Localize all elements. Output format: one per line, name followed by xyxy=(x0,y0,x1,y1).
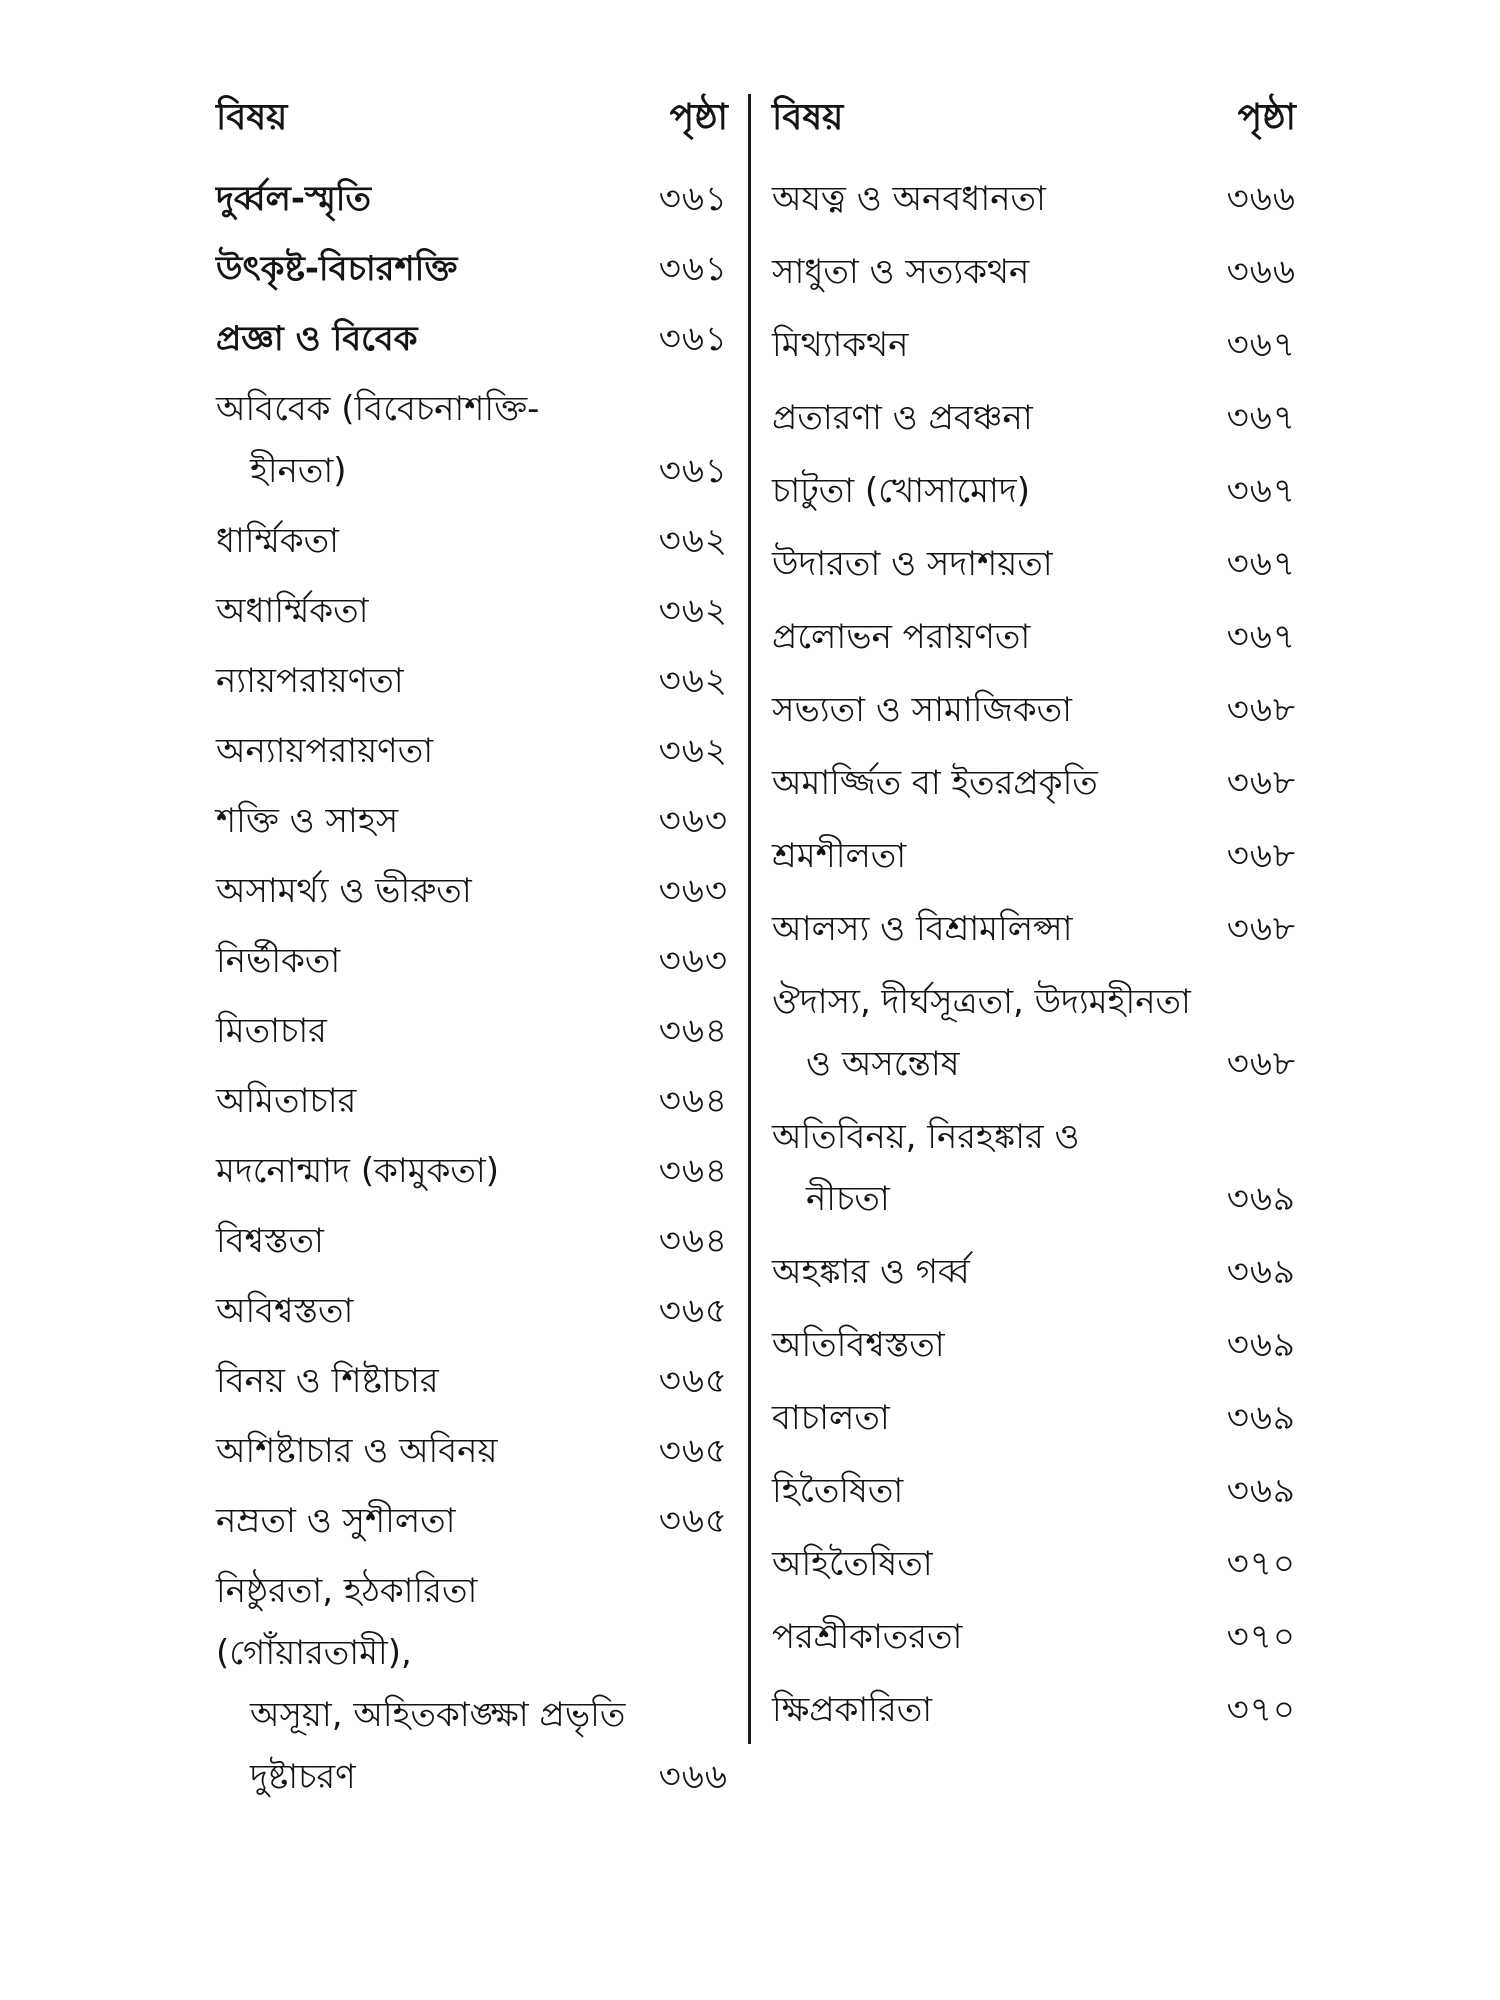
toc-entry-page: ৩৬২ xyxy=(658,591,728,631)
toc-entry-line: ন্যায়পরায়ণতা xyxy=(216,661,404,701)
toc-entry xyxy=(216,1210,728,1272)
left-entry-list xyxy=(216,168,728,1808)
column-divider xyxy=(748,94,751,1744)
toc-entry-topic xyxy=(216,720,433,782)
toc-entry-topic xyxy=(216,1420,498,1482)
toc-entry-line: দুর্ব্বল-স্মৃতি xyxy=(216,179,372,219)
toc-entry xyxy=(772,1241,1296,1303)
toc-entry-page: ৩৬৯ xyxy=(1226,1325,1296,1365)
toc-entry-topic xyxy=(216,168,371,230)
toc-entry xyxy=(772,1460,1296,1522)
toc-entry-page: ৩৭০ xyxy=(1226,1617,1296,1657)
toc-entry-page: ৩৬৮ xyxy=(1226,690,1296,730)
toc-entry xyxy=(772,1387,1296,1449)
toc-entry xyxy=(216,1000,728,1062)
toc-entry-page: ৩৬৪ xyxy=(658,1151,728,1191)
toc-entry-topic xyxy=(216,238,457,300)
toc-entry xyxy=(216,378,728,502)
toc-entry-page: ৩৬৩ xyxy=(658,941,728,981)
toc-entry-topic xyxy=(772,1241,970,1303)
toc-entry-line: সভ্যতা ও সামাজিকতা xyxy=(772,690,1073,730)
toc-entry-page: ৩৭০ xyxy=(1226,1544,1296,1584)
toc-entry-line: উৎকৃষ্ট-বিচারশক্তি xyxy=(216,249,458,289)
toc-entry-topic xyxy=(772,825,906,887)
toc-right-column xyxy=(772,88,1296,1752)
right-entry-list xyxy=(772,168,1296,1741)
toc-entry-page: ৩৬৬ xyxy=(1226,252,1296,292)
left-page-header: পৃষ্ঠা xyxy=(669,97,728,138)
toc-entry-page: ৩৬৭ xyxy=(1226,325,1296,365)
toc-entry-line: অমার্জ্জিত বা ইতরপ্রকৃতি xyxy=(772,763,1098,803)
toc-entry xyxy=(772,971,1296,1095)
toc-entry-topic xyxy=(772,1314,945,1376)
toc-entry-topic xyxy=(772,314,908,376)
toc-entry-topic xyxy=(216,930,340,992)
toc-entry-line: অসামর্থ্য ও ভীরুতা xyxy=(216,871,472,911)
toc-entry xyxy=(216,790,728,852)
toc-entry-line: অহিতৈষিতা xyxy=(772,1544,933,1584)
toc-entry xyxy=(216,238,728,300)
toc-entry-line: অহঙ্কার ও গর্ব্ব xyxy=(772,1252,970,1292)
toc-entry-topic xyxy=(772,898,1072,960)
toc-entry-line: প্রলোভন পরায়ণতা xyxy=(772,617,1031,657)
toc-entry xyxy=(216,930,728,992)
toc-entry-page: ৩৬৫ xyxy=(658,1501,728,1541)
toc-entry xyxy=(772,752,1296,814)
toc-entry-line: নীচতা xyxy=(806,1179,890,1219)
toc-entry-page: ৩৬৯ xyxy=(1226,1252,1296,1292)
toc-entry-line: অসূয়া, অহিতকাঙ্ক্ষা প্রভৃতি xyxy=(250,1695,626,1735)
toc-entry-topic xyxy=(772,533,1053,595)
toc-entry-topic xyxy=(772,168,1046,230)
toc-entry-topic xyxy=(216,790,398,852)
toc-entry-line: অযত্ন ও অনবধানতা xyxy=(772,179,1046,219)
toc-entry-topic xyxy=(216,308,418,370)
toc-entry xyxy=(216,1350,728,1412)
toc-entry-topic xyxy=(772,1387,890,1449)
toc-entry xyxy=(216,1560,728,1808)
toc-entry-page: ৩৬৭ xyxy=(1226,398,1296,438)
toc-entry-page: ৩৬৮ xyxy=(1226,909,1296,949)
toc-entry-page: ৩৬৭ xyxy=(1226,617,1296,657)
toc-entry xyxy=(216,1070,728,1132)
toc-entry-page: ৩৬১ xyxy=(658,179,728,219)
toc-entry-topic xyxy=(772,679,1072,741)
toc-entry-line: পরশ্রীকাতরতা xyxy=(772,1617,963,1657)
toc-entry-line: ঔদাস্য, দীর্ঘসূত্রতা, উদ্যমহীনতা xyxy=(772,982,1191,1022)
toc-entry-page: ৩৬৫ xyxy=(658,1361,728,1401)
toc-entry xyxy=(216,1420,728,1482)
toc-entry xyxy=(216,580,728,642)
toc-entry xyxy=(216,1280,728,1342)
toc-entry-page: ৩৬৬ xyxy=(658,1757,728,1797)
toc-entry-line: উদারতা ও সদাশয়তা xyxy=(772,544,1053,584)
toc-entry-page: ৩৬১ xyxy=(658,451,728,491)
toc-entry-page: ৩৬৪ xyxy=(658,1221,728,1261)
toc-entry-line: আলস্য ও বিশ্রামলিপ্সা xyxy=(772,909,1073,949)
toc-entry-line: চাটুতা (খোসামোদ) xyxy=(772,471,1031,511)
toc-entry xyxy=(772,387,1296,449)
toc-entry-page: ৩৬৫ xyxy=(658,1431,728,1471)
toc-entry-line: ক্ষিপ্রকারিতা xyxy=(772,1690,933,1730)
toc-entry-page: ৩৬৮ xyxy=(1226,1044,1296,1084)
toc-entry-topic xyxy=(772,460,1030,522)
toc-entry-page: ৩৬৮ xyxy=(1226,763,1296,803)
toc-entry-topic xyxy=(216,1140,499,1202)
toc-entry-topic xyxy=(772,1460,903,1522)
toc-entry-topic xyxy=(216,580,369,642)
toc-entry-topic xyxy=(772,752,1098,814)
toc-entry-line: হিতৈষিতা xyxy=(772,1471,904,1511)
toc-entry-line: নির্ভীকতা xyxy=(216,941,341,981)
toc-entry-line: শ্রমশীলতা xyxy=(772,836,907,876)
toc-entry xyxy=(216,510,728,572)
toc-entry-line: বাচালতা xyxy=(772,1398,890,1438)
toc-entry-topic xyxy=(216,650,404,712)
toc-entry-page: ৩৬৩ xyxy=(658,871,728,911)
toc-entry-line: প্রজ্ঞা ও বিবেক xyxy=(216,319,418,359)
toc-entry xyxy=(216,650,728,712)
toc-entry xyxy=(216,1140,728,1202)
toc-entry xyxy=(216,720,728,782)
toc-entry-topic xyxy=(216,1490,456,1552)
toc-left-column xyxy=(216,88,728,1816)
toc-entry-topic xyxy=(772,971,1191,1095)
toc-entry-page: ৩৭০ xyxy=(1226,1690,1296,1730)
toc-entry-topic xyxy=(772,1533,933,1595)
toc-entry-line: দুষ্টাচরণ xyxy=(250,1757,356,1797)
toc-entry-line: মদনোন্মাদ (কামুকতা) xyxy=(216,1151,500,1191)
toc-entry-line: প্রতারণা ও প্রবঞ্চনা xyxy=(772,398,1033,438)
right-page-header: পৃষ্ঠা xyxy=(1237,97,1296,138)
toc-entry-page: ৩৬২ xyxy=(658,661,728,701)
toc-entry-line: অবিবেক (বিবেচনাশক্তি- xyxy=(216,389,540,429)
toc-entry-topic xyxy=(216,510,339,572)
toc-entry-page: ৩৬৯ xyxy=(1226,1471,1296,1511)
toc-entry xyxy=(772,1679,1296,1741)
toc-entry-topic xyxy=(772,1106,1080,1230)
toc-entry-topic xyxy=(772,1606,962,1668)
toc-entry-topic xyxy=(216,1000,327,1062)
right-column-header xyxy=(772,88,1296,148)
toc-entry xyxy=(772,241,1296,303)
toc-entry xyxy=(772,1533,1296,1595)
toc-entry-line: অশিষ্টাচার ও অবিনয় xyxy=(216,1431,498,1471)
toc-entry-page: ৩৬৭ xyxy=(1226,544,1296,584)
toc-entry xyxy=(772,1606,1296,1668)
toc-entry-page: ৩৬৯ xyxy=(1226,1179,1296,1219)
toc-entry xyxy=(216,168,728,230)
toc-entry xyxy=(772,1314,1296,1376)
toc-entry xyxy=(772,168,1296,230)
toc-entry xyxy=(216,1490,728,1552)
toc-entry-line: মিতাচার xyxy=(216,1011,327,1051)
toc-entry-line: হীনতা) xyxy=(250,451,347,491)
toc-entry-line: অবিশ্বস্ততা xyxy=(216,1291,354,1331)
toc-entry-line: বিশ্বস্ততা xyxy=(216,1221,324,1261)
left-column-header xyxy=(216,88,728,148)
toc-entry-line: বিনয় ও শিষ্টাচার xyxy=(216,1361,439,1401)
toc-entry xyxy=(216,308,728,370)
toc-entry-page: ৩৬২ xyxy=(658,731,728,771)
toc-entry-line: অমিতাচার xyxy=(216,1081,357,1121)
toc-entry-line: নিষ্ঠুরতা, হঠকারিতা (গোঁয়ারতামী), xyxy=(216,1571,478,1673)
right-topic-header: বিষয় xyxy=(772,97,844,138)
toc-entry-page: ৩৬৭ xyxy=(1226,471,1296,511)
table-of-contents xyxy=(216,88,1296,1797)
toc-entry-topic xyxy=(772,606,1030,668)
toc-entry-topic xyxy=(216,1350,439,1412)
toc-entry xyxy=(772,460,1296,522)
toc-entry-topic xyxy=(216,1210,324,1272)
toc-entry-page: ৩৬৪ xyxy=(658,1011,728,1051)
toc-entry-line: ও অসন্তোষ xyxy=(806,1044,960,1084)
toc-entry xyxy=(772,825,1296,887)
toc-entry xyxy=(772,533,1296,595)
toc-entry-page: ৩৬১ xyxy=(658,319,728,359)
toc-entry-topic xyxy=(772,241,1029,303)
toc-entry-page: ৩৬৮ xyxy=(1226,836,1296,876)
toc-entry-topic xyxy=(216,1280,353,1342)
toc-entry-page: ৩৬৯ xyxy=(1226,1398,1296,1438)
toc-entry-line: অতিবিনয়, নিরহঙ্কার ও xyxy=(772,1117,1080,1157)
toc-entry-topic xyxy=(216,1070,356,1132)
toc-entry-line: অন্যায়পরায়ণতা xyxy=(216,731,434,771)
toc-entry xyxy=(772,606,1296,668)
toc-entry-page: ৩৬৫ xyxy=(658,1291,728,1331)
toc-entry xyxy=(216,860,728,922)
toc-entry-line: অতিবিশ্বস্ততা xyxy=(772,1325,945,1365)
toc-entry xyxy=(772,314,1296,376)
toc-entry-line: মিথ্যাকথন xyxy=(772,325,909,365)
toc-entry xyxy=(772,679,1296,741)
toc-entry-page: ৩৬১ xyxy=(658,249,728,289)
toc-entry-topic xyxy=(216,1560,659,1808)
toc-entry-line: অধার্ম্মিকতা xyxy=(216,591,369,631)
left-topic-header: বিষয় xyxy=(216,97,288,138)
toc-entry-line: সাধুতা ও সত্যকথন xyxy=(772,252,1030,292)
toc-entry-page: ৩৬৩ xyxy=(658,801,728,841)
toc-entry-topic xyxy=(772,1679,932,1741)
toc-entry-page: ৩৬৪ xyxy=(658,1081,728,1121)
toc-entry xyxy=(772,898,1296,960)
toc-entry-topic xyxy=(216,378,539,502)
toc-entry-topic xyxy=(772,387,1033,449)
toc-entry-page: ৩৬৬ xyxy=(1226,179,1296,219)
toc-entry-line: নম্রতা ও সুশীলতা xyxy=(216,1501,456,1541)
toc-entry-line: ধার্ম্মিকতা xyxy=(216,521,340,561)
toc-entry-page: ৩৬২ xyxy=(658,521,728,561)
toc-entry-line: শক্তি ও সাহস xyxy=(216,801,399,841)
toc-entry-topic xyxy=(216,860,472,922)
toc-entry xyxy=(772,1106,1296,1230)
